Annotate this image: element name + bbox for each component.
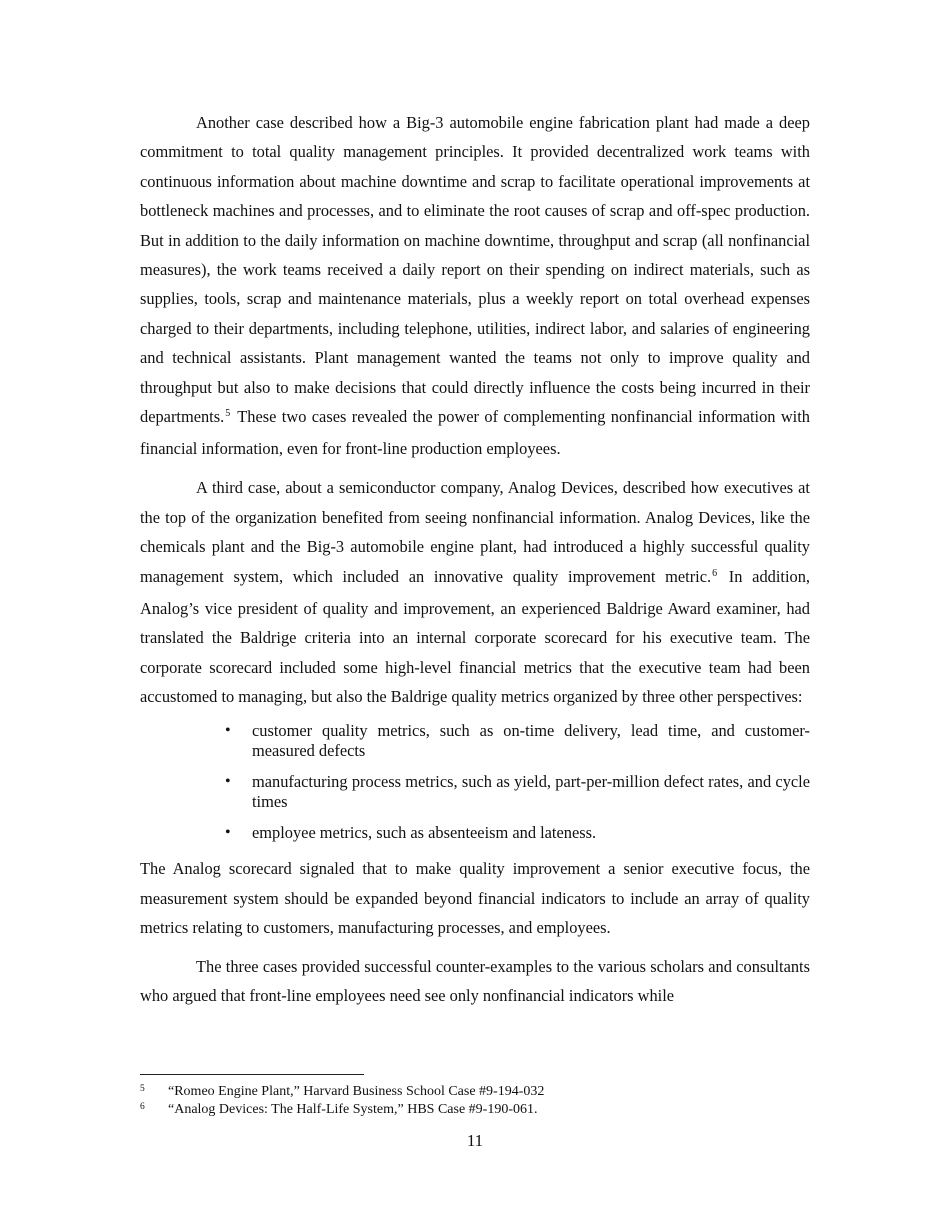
paragraph-analog-scorecard: The Analog scorecard signaled that to make quality improvement a senior executive focus, the measurement system should be expanded beyond financial indicators to include an array of quality metrics relating to customers, manufacturing processes, and employees. bbox=[140, 859, 810, 937]
bullet-text: employee metrics, such as absenteeism and lateness. bbox=[252, 823, 597, 843]
footnotes bbox=[140, 1083, 810, 1119]
paragraph-text: Another case described how a Big-3 automobile engine fabrication plant had made a deep commitment to total quality management principles. It provided decentralized work teams with continuous information about machine downtime and scrap to facilitate operational improvements at bottleneck machines and processes, and to eliminate the root causes of scrap and off-spec production. But in addition to the daily information on machine downtime, throughput and scrap (all nonfinancial measures), the work teams received a daily report on their spending on indirect materials, such as supplies, tools, scrap and maintenance materials, plus a weekly report on total overhead expenses charged to their departments, including telephone, utilities, indirect labor, and salaries of engineering and technical assistants. Plant management wanted the teams not only to improve quality and throughput but also to make decisions that could directly influence the costs being incurred in their departments. bbox=[140, 113, 810, 427]
footnote-6 bbox=[140, 1101, 810, 1119]
page-number: 11 bbox=[466, 1131, 484, 1150]
bullet-text: customer quality metrics, such as on-time delivery, lead time, and customer-measured defects bbox=[252, 721, 810, 761]
footnote-number: 5 bbox=[140, 1084, 145, 1094]
paragraph-text: In addition, Analog’s vice president of quality and improvement, an experienced Baldrige Award examiner, had translated the Baldrige criteria into an internal corporate scorecard for his executive team. The corporate scorecard included some high-level financial metrics that the executive team had been accustomed to managing, but also the Baldrige quality metrics organized by three other perspectives: bbox=[140, 566, 810, 707]
paragraph-analog-devices bbox=[140, 473, 810, 711]
footnote-number: 6 bbox=[140, 1102, 145, 1112]
paragraph-text: A third case, about a semiconductor company, Analog Devices, described how executives at the top of the organization benefited from seeing nonfinancial information. Analog Devices, like the chemicals plant and the Big-3 automobile engine plant, had introduced a highly successful quality management system, which included an innovative quality improvement metric. bbox=[140, 478, 810, 586]
bullet-item bbox=[225, 772, 810, 812]
bullet-text: manufacturing process metrics, such as yield, part-per-million defect rates, and cycle times bbox=[252, 772, 810, 812]
body-text bbox=[140, 108, 810, 1020]
paragraph-romeo-engine-plant bbox=[140, 108, 810, 464]
bullet-icon: • bbox=[225, 824, 231, 842]
footnote-divider bbox=[140, 1074, 364, 1075]
bullet-icon: • bbox=[225, 773, 231, 791]
bullet-item bbox=[225, 721, 810, 761]
footnote-ref-5[interactable]: 5 bbox=[225, 408, 231, 420]
paragraph-text: These two cases revealed the power of complementing nonfinancial information with financial information, even for front-line production employees. bbox=[140, 407, 810, 459]
paragraph-three-cases: The three cases provided successful counter-examples to the various scholars and consultants who argued that front-line employees need see only nonfinancial indicators while bbox=[140, 956, 810, 1006]
bullet-item bbox=[225, 823, 810, 843]
footnote-text: “Romeo Engine Plant,” Harvard Business School Case #9-194-032 bbox=[168, 1084, 545, 1099]
footnote-ref-6[interactable]: 6 bbox=[712, 567, 718, 579]
footnote-5 bbox=[140, 1083, 810, 1101]
perspectives-bullet-list bbox=[140, 721, 810, 843]
bullet-icon: • bbox=[225, 722, 231, 740]
footnote-text: “Analog Devices: The Half-Life System,” HBS Case #9-190-061. bbox=[168, 1102, 538, 1117]
